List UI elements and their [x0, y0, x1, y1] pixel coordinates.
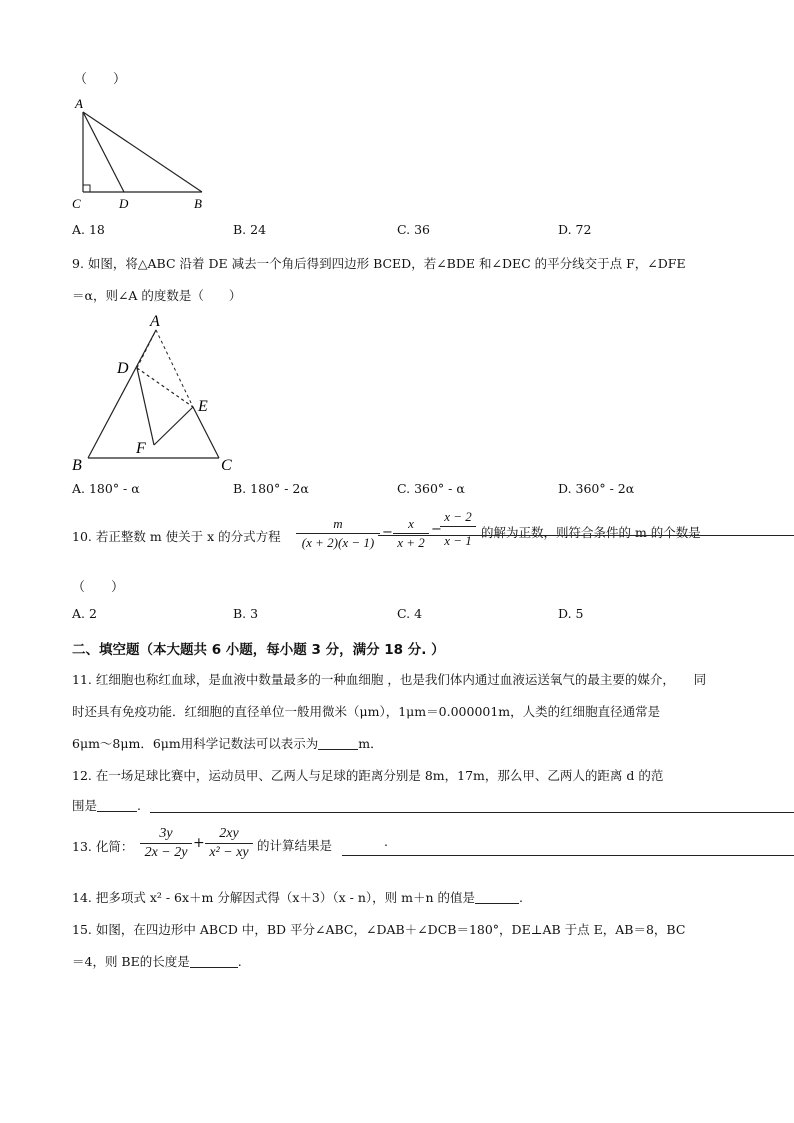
- q12-answer-blank[interactable]: [97, 811, 137, 812]
- q10-option-d[interactable]: D. 5: [558, 606, 584, 621]
- q8-option-d[interactable]: D. 72: [558, 222, 592, 237]
- q12-stem-line2: [72, 796, 141, 814]
- q10-fraction-2: [393, 516, 429, 551]
- q10-fraction-3: [440, 509, 476, 549]
- q10-frac3-denominator: x − 1: [444, 533, 472, 548]
- q10-frac2-numerator: x: [393, 516, 429, 534]
- q10-option-a[interactable]: A. 2: [72, 606, 97, 621]
- q12-rule-line: [150, 812, 794, 813]
- q9-label-e: E: [198, 398, 208, 415]
- q11-stem-line3: [72, 734, 383, 752]
- q11-stem-line1: 11. 红细胞也称红血球，是血液中数量最多的一种血细胞 ，也是我们体内通过血液运送氧气的最主要的媒介， 同: [72, 672, 707, 687]
- q10-operator-1: −: [382, 525, 393, 540]
- q10-rule-line: [378, 535, 794, 536]
- q13-stem-tail: 的计算结果是: [257, 838, 333, 853]
- q13-end-mark: .: [384, 834, 388, 849]
- q13-frac1-numerator: 3y: [140, 826, 192, 844]
- q10-stem-lead: 10. 若正整数 m 使关于 x 的分式方程: [72, 529, 281, 544]
- q10-frac1-numerator: m: [296, 516, 380, 534]
- q10-frac1-denominator: (x + 2)(x − 1): [301, 535, 375, 550]
- q14-stem: [72, 888, 523, 906]
- q10-operator-2: −: [431, 522, 442, 537]
- q10-option-b[interactable]: B. 3: [233, 606, 259, 621]
- q13-frac2-numerator: 2xy: [205, 826, 253, 844]
- q13-fraction-2: [205, 826, 253, 861]
- q15-line2-end: .: [237, 954, 242, 969]
- q9-option-c[interactable]: C. 360° - α: [397, 481, 465, 496]
- q9-triangle-figure: [66, 308, 246, 476]
- q14-answer-blank[interactable]: [475, 903, 519, 904]
- q9-label-d: D: [117, 360, 129, 377]
- q12-line2-end: .: [137, 798, 141, 813]
- q8-label-b: B: [194, 196, 202, 211]
- q8-answer-paren: （ ）: [74, 72, 127, 87]
- q9-label-c: C: [221, 457, 232, 474]
- q8-options: [72, 222, 672, 240]
- q10-option-c[interactable]: C. 4: [397, 606, 423, 621]
- q9-option-a[interactable]: A. 180° - α: [72, 481, 140, 496]
- q9-option-b[interactable]: B. 180° - 2α: [233, 481, 309, 496]
- q10-answer-paren: （ ）: [72, 580, 125, 595]
- q12-line2-text: 围是: [72, 798, 98, 813]
- q9-stem-line2: ＝α，则∠A 的度数是（ ）: [72, 288, 242, 303]
- q10-frac3-numerator: x − 2: [440, 509, 476, 527]
- q13-frac1-denominator: 2x − 2y: [144, 845, 188, 860]
- q15-line2-text: ＝4，则 BE的长度是: [72, 954, 190, 969]
- q15-stem-line1: 15. 如图，在四边形中 ABCD 中，BD 平分∠ABC，∠DAB＋∠DCB＝180°，DE⊥AB 于点 E，AB＝8，BC: [72, 922, 686, 937]
- q9-label-a: A: [150, 313, 160, 330]
- section-fill-in-heading: 二、填空题（本大题共 6 小题，每小题 3 分，满分 18 分. ）: [72, 642, 445, 658]
- q13-stem-lead: 13. 化简：: [72, 839, 134, 854]
- q14-text: 14. 把多项式 x² - 6x＋m 分解因式得（x＋3）（x - n），则 m＋n 的值是: [72, 890, 476, 905]
- q13-frac2-denominator: x² − xy: [209, 845, 249, 860]
- q9-label-b: B: [72, 457, 82, 474]
- q8-triangle-figure: [68, 96, 218, 214]
- q10-frac2-denominator: x + 2: [397, 535, 425, 550]
- q9-option-d[interactable]: D. 360° - 2α: [558, 481, 635, 496]
- q8-option-c[interactable]: C. 36: [397, 222, 430, 237]
- q11-line3-unit: m．: [358, 736, 383, 751]
- q11-stem-line2: 时还具有免疫功能．红细胞的直径单位一般用微米（μm），1μm＝0.000001m，人类的红细胞直径通常是: [72, 704, 661, 719]
- q11-line3-text: 6μm～8μm．6μm用科学记数法可以表示为: [72, 736, 319, 751]
- q15-answer-blank[interactable]: [190, 967, 238, 968]
- q15-stem-line2: [72, 952, 242, 970]
- q8-label-d: D: [119, 196, 129, 211]
- q10-fraction-1: [296, 516, 380, 551]
- q13-answer-line[interactable]: [342, 855, 794, 856]
- q9-stem-line1: 9. 如图，将△ABC 沿着 DE 减去一个角后得到四边形 BCED，若∠BDE 和∠DEC 的平分线交于点 F，∠DFE: [72, 256, 686, 271]
- q8-label-c: C: [72, 196, 81, 211]
- q11-answer-blank[interactable]: [318, 749, 358, 750]
- q9-label-f: F: [136, 440, 146, 457]
- q13-fraction-1: [140, 826, 192, 861]
- q8-option-b[interactable]: B. 24: [233, 222, 267, 237]
- q13-plus-sign: +: [193, 835, 205, 851]
- q10-stem-tail: 的解为正数，则符合条件的 m 的个数是: [481, 525, 701, 540]
- q12-stem-line1: 12. 在一场足球比赛中，运动员甲、乙两人与足球的距离分别是 8m，17m，那么甲、乙两人的距离 d 的范: [72, 768, 664, 783]
- q8-label-a: A: [75, 96, 83, 111]
- q9-options: [72, 481, 672, 499]
- q10-options: [72, 606, 672, 624]
- q14-end: .: [519, 890, 523, 905]
- q8-option-a[interactable]: A. 18: [72, 222, 105, 237]
